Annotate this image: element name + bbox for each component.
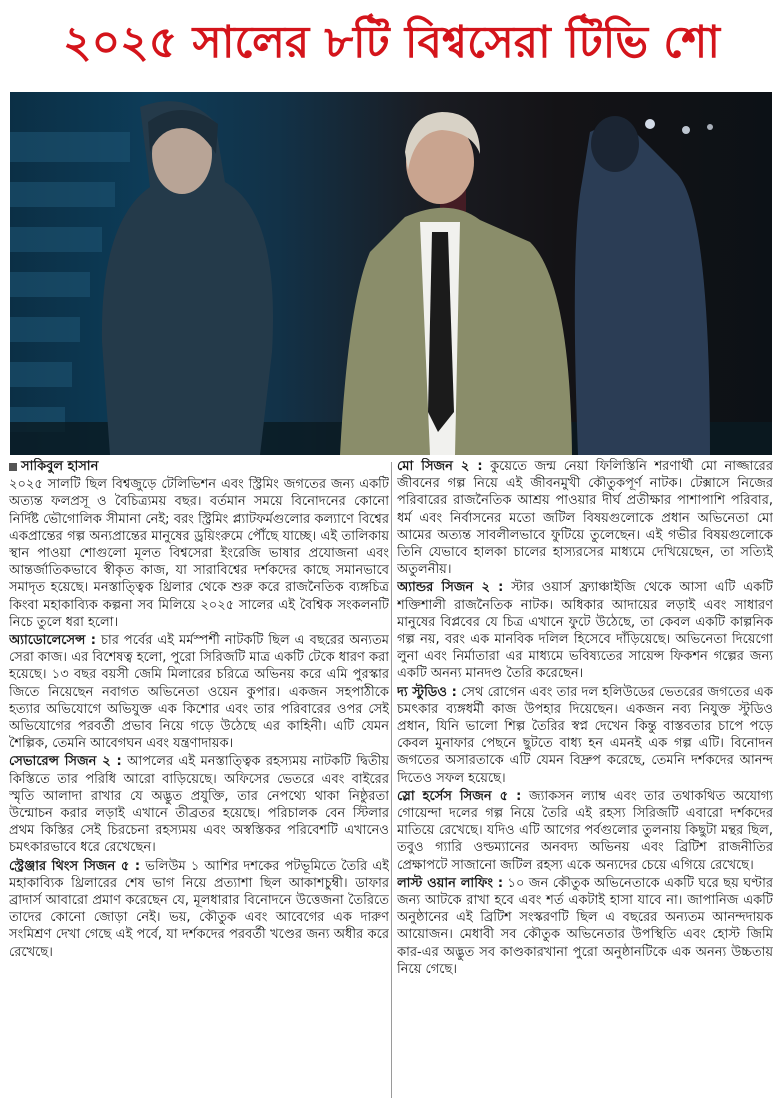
article-column-right: [397, 458, 773, 1104]
section-title: স্লো হর্সেস সিজন ৫ :: [397, 788, 522, 804]
lead-photo-illustration: [10, 92, 772, 455]
section-body: কুয়েতে জন্ম নেয়া ফিলিস্তিনি শরণার্থী মো নাজ্জারের জীবনের গল্প নিয়ে এই জীবনমুখী কৌতুকপূর্ণ নাটক। টেক্সাসে নিজের পরিবারের রাজনৈতিক আশ্রয় পাওয়ার দীর্ঘ প্রতীক্ষার পাশাপাশি পরিবার, ধর্ম এবং নির্বাসনের মতো জটিল বিষয়গুলোকে প্রধান অভিনেতা মো আমের অত্যন্ত সাবলীলভাবে ফুটিয়ে তুলেছেন। এই গভীর বিষয়গুলোকে তিনি যেভাবে হালকা চালের হাস্যরসের মাধ্যমে দেখিয়েছেন, তা সত্যিই অতুলনীয়।: [397, 459, 773, 578]
section-title: দ্য স্টুডিও :: [397, 684, 457, 700]
bullet-square-icon: [9, 463, 17, 471]
section-title: অ্যান্ডর সিজন ২ :: [397, 580, 504, 596]
section-adolescence: [9, 632, 389, 752]
section-body: চার পর্বের এই মর্মস্পর্শী নাটকটি ছিল এ বছরের অন্যতম সেরা কাজ। এর বিশেষত্ব হলো, পুরো সিরিজটি মাত্র একটি টেকে ধারণ করা হয়েছে। ১৩ বছর বয়সী জেমি মিলারের চরিত্রে অভিনয় করে এমি পুরস্কার জিতে নিয়েছেন নবাগত অভিনেতা ওয়েন কুপার। একজন সহপাঠীকে হত্যার অভিযোগে অভিযুক্ত এক কিশোর এবং তার পরিবারের ওপর সেই অভিযোগের পরবর্তী প্রভাব নিয়ে গড়ে উঠেছে এর কাহিনী। এটি যেমন শৈল্পিক, তেমনি আবেগঘন এবং যন্ত্রণাদায়ক।: [9, 633, 389, 752]
section-slow-horses: [397, 788, 773, 874]
section-body: ভলিউম ১ আশির দশকের পটভূমিতে তৈরি এই মহাকাব্যিক থ্রিলারের শেষ ভাগ নিয়ে প্রত্যাশা ছিল আকাশচুম্বী। ডাফার ব্রাদার্স আবারো প্রমাণ করেছেন যে, মূলধারার বিনোদনে উত্তেজনা তৈরিতে তাদের কোনো জোড়া নেই। ভয়, কৌতুক এবং আবেগের এক দারুণ সংমিশ্রণ দেখা গেছে এই পর্বে, যা দর্শকদের পরবর্তী খণ্ডের জন্য অধীর করে রেখেছে।: [9, 858, 389, 960]
section-body: ১০ জন কৌতুক অভিনেতাকে একটি ঘরে ছয় ঘণ্টার জন্য আটকে রাখা হবে এবং শর্ত একটাই হাসা যাবে না। জাপানিজ একটি অনুষ্ঠানের এই ব্রিটিশ সংস্করণটি ছিল এ বছরের অন্যতম আনন্দদায়ক আয়োজন। মেধাবী সব কৌতুক অভিনেতার উপস্থিতি এবং হোস্ট জিমি কার-এর অদ্ভুত সব কাণ্ডকারখানা পুরো অনুষ্ঠানটিকে এক অনন্য উচ্চতায় নিয়ে গেছে।: [397, 875, 773, 977]
intro-paragraph: ২০২৫ সালটি ছিল বিশ্বজুড়ে টেলিভিশন এবং স্ট্রিমিং জগতের জন্য একটি অত্যন্ত ফলপ্রসূ ও বৈচিত্র্যময় বছর। বর্তমান সময়ে বিনোদনের কোনো নির্দিষ্ট ভৌগোলিক সীমানা নেই; বরং স্ট্রিমিং প্ল্যাটফর্মগুলোর কল্যাণে বিশ্বের একপ্রান্তের গল্প অন্যপ্রান্তের মানুষের ড্রয়িংরুমে পৌঁছে যাচ্ছে। এই তালিকায় স্থান পাওয়া শোগুলো মূলত বিশ্বসেরা ইংরেজি ভাষার প্রযোজনা এবং আন্তর্জাতিকভাবে স্বীকৃত কাজ, যা সারাবিশ্বের দর্শকদের কাছে সমানভাবে সমাদৃত হয়েছে। মনস্তাত্ত্বিক থ্রিলার থেকে শুরু করে রাজনৈতিক ব্যঙ্গচিত্র কিংবা মহাকাব্যিক কল্পনা সব মিলিয়ে ২০২৫ সালের এই বৈশ্বিক সংকলনটি নিচে তুলে ধরা হলো।: [9, 477, 389, 630]
section-stranger-things: [9, 858, 389, 961]
section-title: স্ট্রেঞ্জার থিংস সিজন ৫ :: [9, 858, 141, 874]
section-last-one-laughing: [397, 875, 773, 978]
section-the-studio: [397, 684, 773, 787]
byline: [9, 458, 389, 475]
author-name: সাকিবুল হাসান: [21, 459, 99, 474]
section-severance: [9, 753, 389, 856]
column-divider: [391, 462, 392, 1098]
lead-photo: [10, 92, 772, 455]
section-title: অ্যাডোলেসেন্স :: [9, 633, 96, 649]
section-title: লাস্ট ওয়ান লাফিং :: [397, 875, 504, 891]
section-body: আপলের এই মনস্তাত্ত্বিক রহস্যময় নাটকটি দ্বিতীয় কিস্তিতে তার পরিধি আরো বাড়িয়েছে। অফিসের ভেতরে এবং বাইরের স্মৃতি আলাদা রাখার যে অদ্ভুত প্রযুক্তি, তার নেপথ্যে থাকা নিষ্ঠুরতা উন্মোচন করার লড়াই এখানে তীব্রতর হয়েছে। পরিচালক বেন স্টিলার প্রথম কিস্তির সেই চিরচেনা রহস্যময় এবং অস্বস্তিকর পরিবেশটি এখানেও চমৎকারভাবে ধরে রেখেছেন।: [9, 754, 389, 856]
section-andor: [397, 579, 773, 682]
section-title: মো সিজন ২ :: [397, 459, 483, 474]
background-figure: [575, 116, 710, 455]
section-body: স্টার ওয়ার্স ফ্র্যাঞ্চাইজি থেকে আসা এটি একটি শক্তিশালী রাজনৈতিক নাটক। অধিকার আদায়ের লড়াই এবং সাধারণ মানুষের বিপ্লবের যে চিত্র এখানে ফুটে উঠেছে, তা কেবল একটি কাল্পনিক গল্প নয়, বরং এক মানবিক দলিল হিসেবে দাঁড়িয়েছে। অভিনেতা দিয়েগো লুনা এবং নির্মাতারা এর মাধ্যমে ভবিষ্যতের সায়েন্স ফিকশন গল্পের জন্য একটি অনন্য মানদণ্ড তৈরি করেছেন।: [397, 580, 773, 682]
section-mo: [397, 458, 773, 578]
headline: ২০২৫ সালের ৮টি বিশ্বসেরা টিভি শো: [62, 17, 721, 68]
older-man-figure: [340, 112, 572, 455]
section-body: জ্যাকসন ল্যাম্ব এবং তার তথাকথিত অযোগ্য গোয়েন্দা দলের গল্প নিয়ে তৈরি এই রহস্য সিরিজটি এবারো দর্শকদের মাতিয়ে রেখেছে। যদিও এটি আগের পর্বগুলোর তুলনায় কিছুটা মন্থর ছিল, তবুও গ্যারি ওল্ডম্যানের অনবদ্য অভিনয় এবং ব্রিটিশ রাজনীতির প্রেক্ষাপটে সাজানো জটিল রহস্য একে অন্যদের চেয়ে এগিয়ে রেখেছে।: [397, 788, 773, 873]
section-body: সেথ রোগেন এবং তার দল হলিউডের ভেতরের জগতের এক চমৎকার ব্যঙ্গধর্মী কাজ উপহার দিয়েছেন। একজন নব্য নিযুক্ত স্টুডিও প্রধান, যিনি ভালো শিল্প তৈরির স্বপ্ন দেখেন কিন্তু বাস্তবতার চাপে পড়ে কেবল মুনাফার পেছনে ছুটতে বাধ্য হন এমনই এক গল্প এটি। বিনোদন জগতের অসারতাকে এটি যেমন বিদ্রুপ করেছে, তেমনি দর্শকদের আনন্দ দিতেও সফল হয়েছে।: [397, 684, 773, 786]
article-column-left: [9, 458, 389, 1104]
section-title: সেভারেন্স সিজন ২ :: [9, 754, 122, 770]
